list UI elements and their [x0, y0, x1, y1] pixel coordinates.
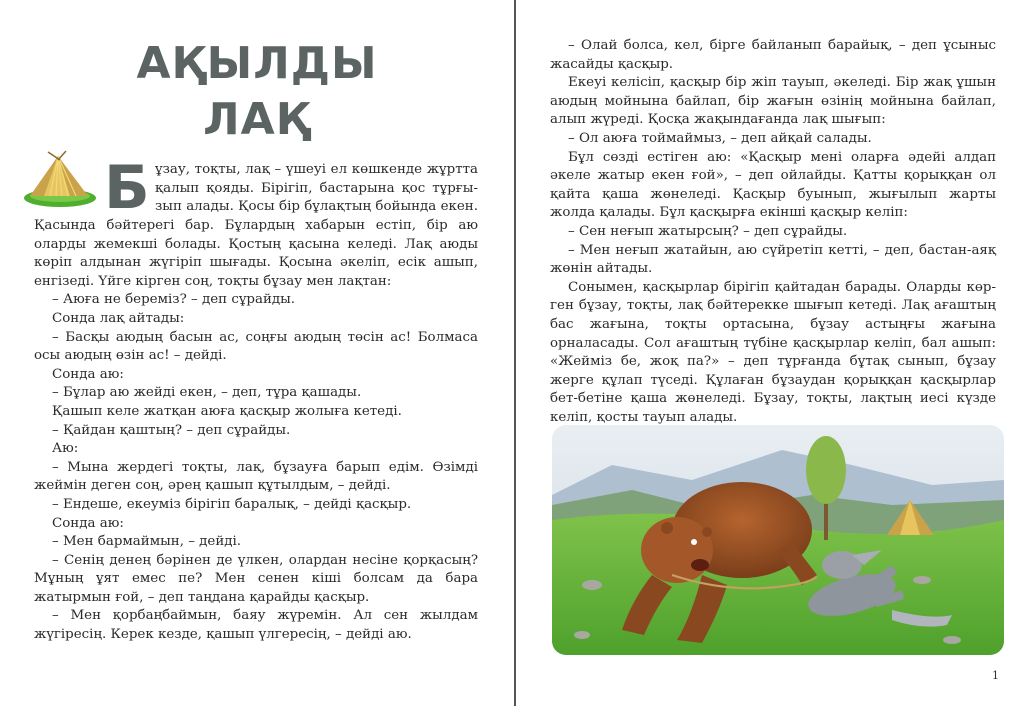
paragraph: – Мына жердегі тоқты, лақ, бұзауға барып едім. Өзімді жеймін деген соң, әрең қашып құтылдым, – дейді.: [34, 459, 478, 494]
paragraph: – Басқы аюдың басын ас, соңғы аюдың төсін ас! Болмаса осы аюдың өзін ас! – дейді.: [34, 329, 478, 364]
left-page: [0, 0, 514, 706]
paragraph: – Қайдан қаштың? – деп сұрайды.: [52, 422, 291, 438]
right-page: [516, 0, 1035, 706]
opening-line: қалып қояды. Бірігіп, бастарына қос тұрғы-: [155, 180, 478, 196]
paragraph: Қасында бәйтерегі бар. Бұлардың хабарын естіп, бір аю оларды жемекші болады. Қостың қасына келеді. Лақ аюды көріп алдынан жүгіріп шығады. Қосына әкеліп, есік ашып, енгізеді. Үйге кірген соң, тоқты бұзау мен лақтан:: [34, 218, 478, 289]
paragraph: Екеуі келісіп, қасқыр бір жіп тауып, әкеледі. Бір жақ ұшын аюдың мойнына байлап, бір жағын өзінің мойнына байлап, алып жүреді. Қосқа жақындағанда лақ шығып:: [550, 75, 996, 128]
paragraph: – Ендеше, екеуміз бірігіп баралық, – дейді қасқыр.: [52, 496, 412, 512]
paragraph: – Аюға не береміз? – деп сұрайды.: [52, 292, 296, 308]
paragraph: – Мен қорбаңбаймын, баяу жүремін. Ал сен жылдам жүгіресің. Керек кезде, қашып үлгересің, – дейді аю.: [34, 608, 478, 643]
paragraph: – Олай болса, кел, бірге байланып барайық, – деп ұсыныс жасайды қасқыр.: [550, 38, 996, 72]
paragraph: – Сенің денең бәрінен де үлкен, олардан несіне қорқасың? Мұның ұят емес пе? Мен сенен кіші болсам да бара жатырмын ғой, – деп таңдана қарайды қасқыр.: [34, 552, 478, 605]
page-number: 1: [992, 669, 999, 682]
opening-lines: [155, 161, 478, 217]
paragraph: – Мен бармаймын, – дейді.: [52, 534, 242, 550]
paragraph: Сонымен, қасқырлар бірігіп қайтадан барады. Оларды көрген бұзау, тоқты, лақ бәйтерекке шығып кетеді. Лақ ағаштың бас жағына, тоқты ортасына, бұзау астыңғы жағына орналасады. Сол ағаштың түбіне қасқырлар келіп, бал ашып: «Жейміз бе, жоқ па?» – деп тұрғанда бұтақ сынып, бұзау жерге құлап түседі. Құлаған бұзаудан қорыққан қасқырлар бет-бетіне қаша жөнеледі. Бұзау, тоқты, лақтың иесі күзде келіп, қосты тауып алады.: [550, 279, 996, 425]
paragraph: Аю:: [52, 441, 79, 457]
paragraph: Сонда аю:: [52, 366, 124, 382]
paragraph: – Сен неғып жатырсың? – деп сұрайды.: [568, 223, 848, 239]
opening-line: зып алады. Қосы бір бұлақтың бойында екен.: [155, 199, 478, 215]
story-illustration: [552, 425, 1004, 655]
opening-line: ұзау, тоқты, лақ – үшеуі ел көшкенде жұртта: [155, 162, 478, 177]
paragraph: Қашып келе жатқан аюға қасқыр жолыға кетеді.: [52, 403, 402, 419]
paragraph: – Мен неғып жатайын, аю сүйретіп кетті, – деп, бастан-аяқ жөнін айтады.: [550, 242, 996, 277]
paragraph: Сонда лақ айтады:: [52, 310, 185, 326]
paragraph: Сонда аю:: [52, 515, 124, 531]
paragraph: Бұл сөзді естіген аю: «Қасқыр мені оларға әдейі алдап әкеле жатыр екен ғой», – деп ойлайды. Қатты қорыққан ол қайта қаша жөнеледі. Қасқыр буынып, жығылып жарты жолда қалады. Бұл қасқырға екінші қасқыр келіп:: [550, 149, 996, 221]
hut-icon: [20, 148, 100, 208]
story-title-line-2: ЛАҚ: [203, 94, 311, 145]
right-page-body: [550, 37, 996, 427]
paragraph: – Бұлар аю жейді екен, – деп, тұра қашады.: [52, 385, 362, 401]
story-title-line-1: АҚЫЛДЫ: [136, 38, 378, 89]
drop-cap: Б: [104, 153, 150, 223]
paragraph: – Ол аюға тоймаймыз, – деп айқай салады.: [568, 130, 872, 146]
left-page-body: [34, 217, 478, 645]
